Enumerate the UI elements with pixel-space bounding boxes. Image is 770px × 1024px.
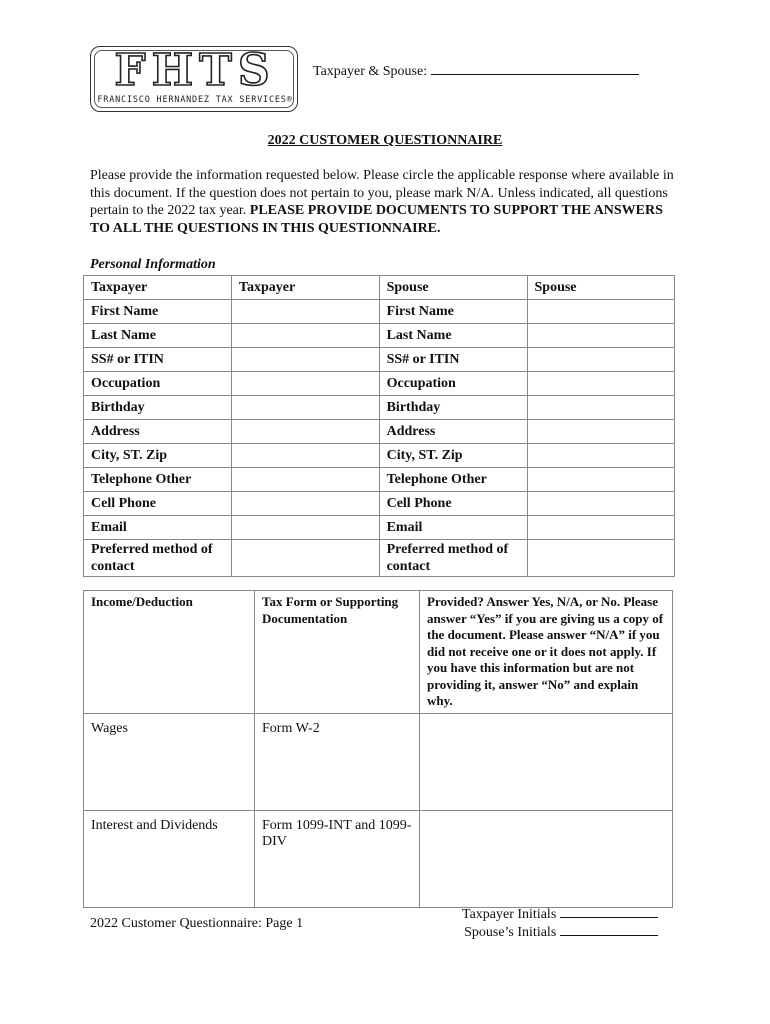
intro-text: Please provide the information requested below. Please circle the applicable response where available in this document. If the question does not pertain to you, please mark N/A. Unless indicated, all questions pertain to the 2022 tax year. — [90, 168, 674, 218]
taxpayer-spouse-blank[interactable] — [431, 73, 639, 75]
income-header-provided: Provided? Answer Yes, N/A, or No. Please answer “Yes” if you are giving us a copy of the document. Please answer “N/A” if you did not receive one or it does not apply. If you have this information but are not providing it, answer “No” and explain why. — [420, 591, 673, 714]
income-form: Form 1099-INT and 1099-DIV — [255, 810, 420, 907]
table-header-row — [84, 276, 675, 300]
taxpayer-spouse-label: Taxpayer & Spouse: — [313, 64, 428, 79]
taxpayer-field-label: Occupation — [84, 372, 232, 396]
income-header-row — [84, 591, 673, 714]
header-spouse-label: Spouse — [379, 276, 527, 300]
income-item: Interest and Dividends — [84, 810, 255, 907]
spouse-first-name-input[interactable] — [527, 300, 675, 324]
spouse-last-name-input[interactable] — [527, 324, 675, 348]
spouse-field-label: Email — [379, 516, 527, 540]
taxpayer-address-input[interactable] — [231, 420, 379, 444]
table-row — [84, 444, 675, 468]
table-row — [84, 396, 675, 420]
company-logo — [90, 46, 298, 112]
taxpayer-occupation-input[interactable] — [231, 372, 379, 396]
table-row — [84, 324, 675, 348]
taxpayer-spouse-field — [313, 64, 639, 80]
spouse-cell-input[interactable] — [527, 492, 675, 516]
taxpayer-birthday-input[interactable] — [231, 396, 379, 420]
spouse-field-label: Last Name — [379, 324, 527, 348]
table-row — [84, 300, 675, 324]
table-row — [84, 810, 673, 907]
taxpayer-last-name-input[interactable] — [231, 324, 379, 348]
header-taxpayer-value: Taxpayer — [231, 276, 379, 300]
spouse-birthday-input[interactable] — [527, 396, 675, 420]
income-deduction-table — [83, 590, 673, 908]
taxpayer-field-label: Cell Phone — [84, 492, 232, 516]
page-footer-label: 2022 Customer Questionnaire: Page 1 — [90, 916, 304, 931]
spouse-initials-label: Spouse’s Initials — [464, 925, 557, 940]
spouse-field-label: Occupation — [379, 372, 527, 396]
table-row — [84, 348, 675, 372]
spouse-field-label: First Name — [379, 300, 527, 324]
taxpayer-field-label: City, ST. Zip — [84, 444, 232, 468]
spouse-contact-method-input[interactable] — [527, 540, 675, 577]
intro-paragraph — [90, 167, 680, 237]
taxpayer-initials-label: Taxpayer Initials — [462, 907, 557, 922]
income-header-form: Tax Form or Supporting Documentation — [255, 591, 420, 714]
table-row — [84, 540, 675, 577]
table-row — [84, 713, 673, 810]
taxpayer-field-label: Email — [84, 516, 232, 540]
taxpayer-initials-row — [462, 906, 658, 924]
table-row — [84, 420, 675, 444]
spouse-field-label: Cell Phone — [379, 492, 527, 516]
taxpayer-field-label: Preferred method of contact — [84, 540, 232, 577]
taxpayer-field-label: Address — [84, 420, 232, 444]
personal-info-table — [83, 275, 675, 577]
interest-provided-input[interactable] — [420, 810, 673, 907]
taxpayer-field-label: SS# or ITIN — [84, 348, 232, 372]
taxpayer-field-label: Telephone Other — [84, 468, 232, 492]
spouse-email-input[interactable] — [527, 516, 675, 540]
spouse-field-label: City, ST. Zip — [379, 444, 527, 468]
spouse-initials-row — [462, 924, 658, 942]
income-header-item: Income/Deduction — [84, 591, 255, 714]
header-taxpayer-label: Taxpayer — [84, 276, 232, 300]
spouse-occupation-input[interactable] — [527, 372, 675, 396]
income-form: Form W-2 — [255, 713, 420, 810]
taxpayer-contact-method-input[interactable] — [231, 540, 379, 577]
taxpayer-cell-input[interactable] — [231, 492, 379, 516]
logo-letters: FHTS — [114, 45, 276, 96]
spouse-field-label: Preferred method of contact — [379, 540, 527, 577]
personal-info-label: Personal Information — [90, 257, 216, 272]
taxpayer-first-name-input[interactable] — [231, 300, 379, 324]
spouse-field-label: Telephone Other — [379, 468, 527, 492]
spouse-city-input[interactable] — [527, 444, 675, 468]
spouse-field-label: Birthday — [379, 396, 527, 420]
table-row — [84, 516, 675, 540]
table-row — [84, 468, 675, 492]
taxpayer-ssn-input[interactable] — [231, 348, 379, 372]
taxpayer-telephone-input[interactable] — [231, 468, 379, 492]
taxpayer-field-label: Birthday — [84, 396, 232, 420]
initials-block — [462, 906, 658, 942]
logo-subtitle: FRANCISCO HERNANDEZ TAX SERVICES® — [97, 95, 293, 105]
spouse-address-input[interactable] — [527, 420, 675, 444]
spouse-field-label: Address — [379, 420, 527, 444]
intro-emphasis: PLEASE PROVIDE DOCUMENTS TO SUPPORT THE ANSWERS TO ALL THE QUESTIONS IN THIS QUESTIONNAIRE. — [90, 203, 663, 236]
taxpayer-email-input[interactable] — [231, 516, 379, 540]
spouse-initials-blank[interactable] — [560, 934, 658, 936]
taxpayer-initials-blank[interactable] — [560, 916, 658, 918]
income-item: Wages — [84, 713, 255, 810]
spouse-ssn-input[interactable] — [527, 348, 675, 372]
spouse-telephone-input[interactable] — [527, 468, 675, 492]
table-row — [84, 492, 675, 516]
page-title: 2022 CUSTOMER QUESTIONNAIRE — [267, 133, 503, 148]
taxpayer-field-label: First Name — [84, 300, 232, 324]
taxpayer-city-input[interactable] — [231, 444, 379, 468]
table-row — [84, 372, 675, 396]
spouse-field-label: SS# or ITIN — [379, 348, 527, 372]
header-spouse-value: Spouse — [527, 276, 675, 300]
wages-provided-input[interactable] — [420, 713, 673, 810]
taxpayer-field-label: Last Name — [84, 324, 232, 348]
